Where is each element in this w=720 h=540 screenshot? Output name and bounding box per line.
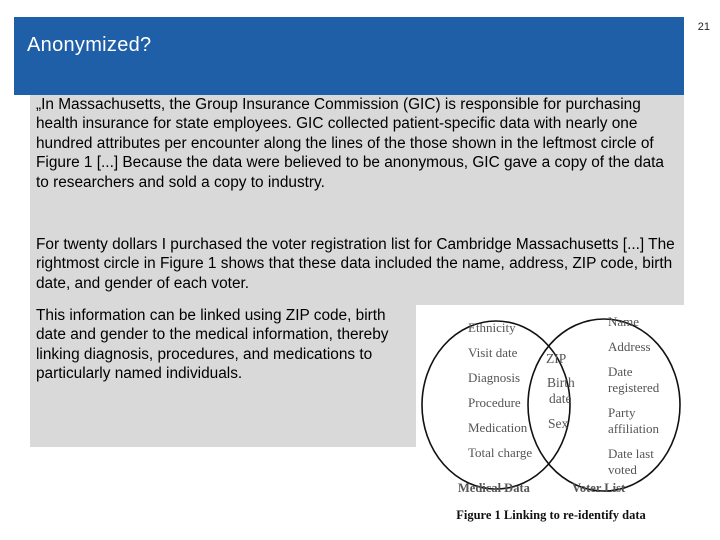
quote-paragraph-2: For twenty dollars I purchased the voter registration list for Cambridge Massachusetts [...] The rightmost circle in Figure 1 shows that these data included the name, address, ZIP code, birth date, and gender of each voter. (36, 236, 675, 292)
right-item-2: Date (608, 364, 633, 379)
left-item-4: Medication (468, 420, 528, 435)
right-item-7: voted (608, 462, 637, 477)
figure-caption: Figure 1 Linking to re-identify data (456, 508, 646, 522)
right-item-4: Party (608, 405, 636, 420)
right-item-1: Address (608, 339, 651, 354)
page-number: 21 (697, 21, 710, 33)
quote-paragraph-1: „In Massachusetts, the Group Insurance Commission (GIC) is responsible for purchasing health insurance for state employees. GIC collected patient-specific data with nearly one hundred attributes per encounter along the lines of the those shown in the leftmost circle of Figure 1 [...] Because the data were believed to be anonymous, GIC gave a copy of the data to researchers and sold a copy to industry. (36, 96, 664, 191)
center-item-sex: Sex (548, 416, 569, 431)
right-item-6: Date last (608, 446, 654, 461)
medical-data-label: Medical Data (458, 481, 530, 495)
voter-list-label: Voter List (572, 481, 626, 495)
right-item-0: Name (608, 314, 640, 329)
center-item-zip: ZIP (546, 351, 567, 366)
left-item-1: Visit date (468, 345, 518, 360)
left-item-5: Total charge (468, 445, 533, 460)
venn-diagram (418, 305, 684, 527)
explanation-paragraph: This information can be linked using ZIP code, birth date and gender to the medical information, thereby linking diagnosis, procedures, and medications to particularly named individuals. (36, 307, 389, 383)
center-item-date: date (549, 391, 572, 406)
left-item-0: Ethnicity (468, 320, 516, 335)
left-item-3: Procedure (468, 395, 521, 410)
right-item-5: affiliation (608, 421, 660, 436)
slide-title: Anonymized? (27, 34, 152, 56)
center-item-birth: Birth (547, 375, 575, 390)
right-item-3: registered (608, 380, 660, 395)
left-item-2: Diagnosis (468, 370, 520, 385)
slide-header (14, 17, 684, 95)
